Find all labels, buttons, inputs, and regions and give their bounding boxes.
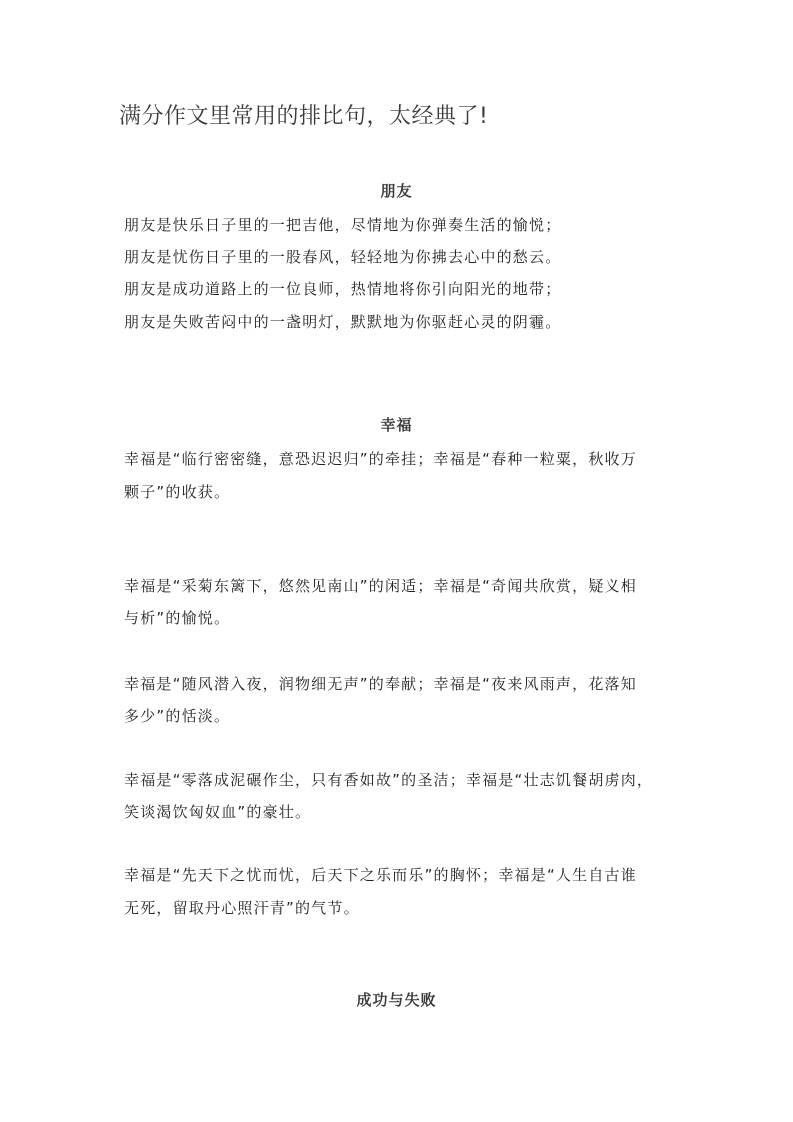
paragraph-line: 幸福是“临行密密缝，意恐迟迟归”的牵挂；幸福是“春种一粒粟，秋收万: [124, 450, 637, 468]
paragraph-line: 幸福是“随风潜入夜，润物细无声”的奉献；幸福是“夜来风雨声，花落知: [124, 675, 637, 693]
paragraph-line: 多少”的恬淡。: [124, 707, 231, 725]
section-heading-happiness: 幸福: [380, 416, 413, 434]
page-title: 满分作文里常用的排比句，太经典了!: [119, 104, 489, 129]
friends-line: 朋友是失败苦闷中的一盏明灯，默默地为你驱赶心灵的阴霾。: [124, 313, 562, 331]
friends-line: 朋友是成功道路上的一位良师，热情地将你引向阳光的地带；: [124, 280, 562, 298]
paragraph-line: 幸福是“采菊东篱下，悠然见南山”的闲适；幸福是“奇闻共欣赏，疑义相: [124, 577, 637, 595]
paragraph-line: 颗子”的收获。: [124, 483, 231, 501]
paragraph-line: 幸福是“零落成泥碾作尘，只有香如故”的圣洁；幸福是“壮志饥餐胡虏肉，: [124, 771, 654, 789]
paragraph-line: 无死，留取丹心照汗青”的气节。: [124, 899, 360, 917]
friends-line: 朋友是忧伤日子里的一股春风，轻轻地为你拂去心中的愁云。: [124, 248, 562, 266]
friends-line: 朋友是快乐日子里的一把吉他，尽情地为你弹奏生活的愉悦；: [124, 216, 562, 234]
section-heading-friends: 朋友: [380, 182, 413, 200]
paragraph-line: 幸福是“先天下之忧而忧，后天下之乐而乐”的胸怀；幸福是“人生自古谁: [124, 866, 637, 884]
paragraph-line: 笑谈渴饮匈奴血”的豪壮。: [124, 803, 312, 821]
paragraph-line: 与析”的愉悦。: [124, 609, 231, 627]
section-heading-success-and-failure: 成功与失败: [356, 991, 437, 1009]
